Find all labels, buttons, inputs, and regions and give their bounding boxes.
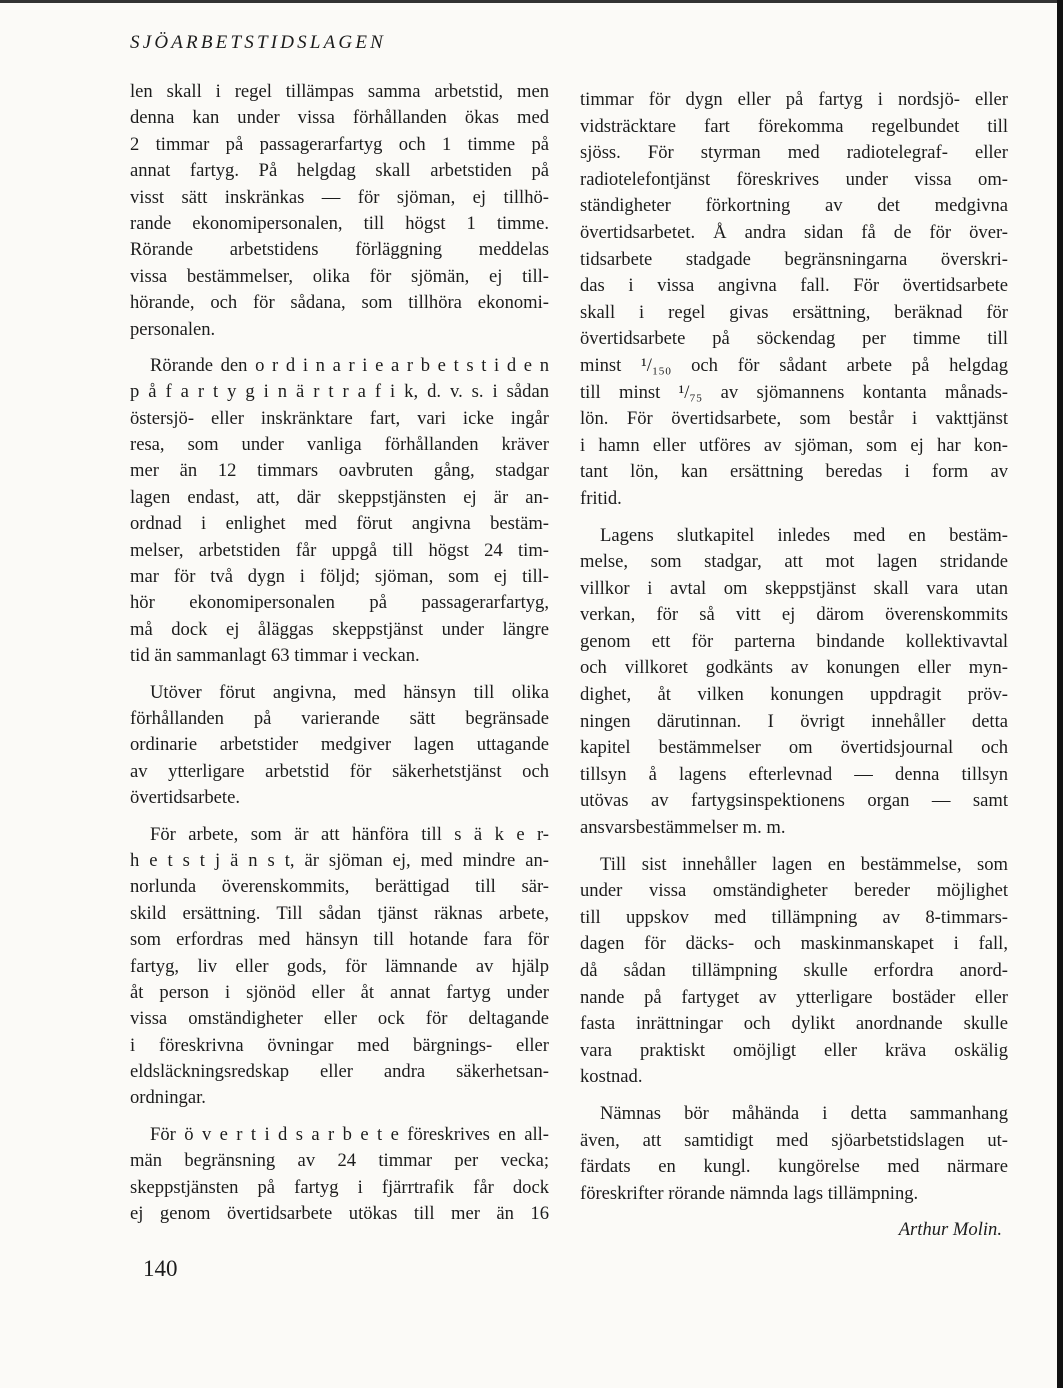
text-line: vara praktiskt omöjligt eller kräva oskälig xyxy=(580,1039,1008,1061)
text-line: Utöver förut angivna, med hänsyn till olika xyxy=(150,681,549,703)
text-line: utövas av fartygsinspektionens organ — samt xyxy=(580,790,1008,812)
text-line: även, att samtidigt med sjöarbetstidslagen ut- xyxy=(580,1129,1008,1151)
text-line: visst sätt inskränkas — för sjöman, ej tillhö- xyxy=(130,186,549,208)
scan-edge-right xyxy=(1057,0,1063,1388)
text-line: ningen därutinnan. I övrigt innehåller detta xyxy=(580,710,1008,732)
text-line: melser, arbetstiden får uppgå till högst 24 tim- xyxy=(130,539,549,561)
text-line: verkan, för så vitt ej därom överenskommits xyxy=(580,604,1008,626)
text-line: minst ¹/₁₅₀ och för sådant arbete på helgdag xyxy=(580,354,1008,376)
text-line: villkor i avtal om skeppstjänst skall vara utan xyxy=(580,577,1008,599)
text-line: rande ekonomipersonalen, till högst 1 timme. xyxy=(130,212,549,234)
text-line: till uppskov med tillämpning av 8-timmars- xyxy=(580,906,1008,928)
text-line: annat fartyg. På helgdag skall arbetstiden på xyxy=(130,160,549,182)
text-line: eldsläckningsredskap eller andra säkerhetsan- xyxy=(130,1061,549,1083)
text-line: ständigheter förkortning av det medgivna xyxy=(580,195,1008,217)
text-line: h e t s t j ä n s t, är sjöman ej, med mindre an- xyxy=(130,849,549,871)
text-line: vissa omständigheter eller ock för deltagande xyxy=(130,1008,549,1030)
text-line: För arbete, som är att hänföra till s ä k e r- xyxy=(150,823,549,845)
text-line: das i vissa angivna fall. För övertidsarbete xyxy=(580,275,1008,297)
text-line: genom ett för parterna bindande kollektivavtal xyxy=(580,630,1008,652)
text-line: övertidsarbete på söckendag per timme till xyxy=(580,328,1008,350)
text-line: ansvarsbestämmelser m. m. xyxy=(580,817,786,839)
text-line: Nämnas bör måhända i detta sammanhang xyxy=(600,1102,1008,1124)
text-line: av ytterligare arbetstid för säkerhetstjänst och xyxy=(130,760,549,782)
text-line: p å f a r t y g i n ä r t r a f i k, d. v. s. i sådan xyxy=(130,381,549,403)
text-line: föreskrifter rörande nämnda lags tillämpning. xyxy=(580,1182,919,1204)
text-line: övertidsarbetet. Å andra sidan få de för över- xyxy=(580,221,1008,243)
text-line: Rörande den o r d i n a r i e a r b e t s t i d e n xyxy=(150,354,549,376)
text-line: melse, som stadgar, att mot lagen stridande xyxy=(580,551,1008,573)
text-line: förhållanden på varierande sätt begränsade xyxy=(130,707,549,729)
paragraph xyxy=(580,523,1008,842)
paragraph xyxy=(130,822,549,1112)
text-line: i hamn eller utföres av sjöman, som ej har kon- xyxy=(580,434,1008,456)
text-line: som erfordras med hänsyn till hotande fara för xyxy=(130,929,549,951)
text-line: män begränsning av 24 timmar per vecka; xyxy=(130,1150,549,1172)
running-head: SJÖARBETSTIDSLAGEN xyxy=(130,32,387,53)
text-line: 2 timmar på passagerarfartyg och 1 timme på xyxy=(130,133,549,155)
text-line: lön. För övertidsarbete, som består i vakttjänst xyxy=(580,408,1008,430)
text-line: kostnad. xyxy=(580,1066,643,1088)
text-line: ej genom övertidsarbete utökas till mer än 16 xyxy=(130,1203,549,1225)
text-line: Lagens slutkapitel inledes med en bestäm- xyxy=(600,524,1008,546)
text-line: tidsarbete stadgade begränsningarna överskri- xyxy=(580,248,1008,270)
paragraph xyxy=(130,353,549,670)
text-line: tillsyn å lagens efterlevnad — denna tillsyn xyxy=(580,763,1008,785)
text-line: tant lön, kan ersättning beredas i form av xyxy=(580,461,1008,483)
text-line: hör ekonomipersonalen på passagerarfartyg, xyxy=(130,592,549,614)
text-line: personalen. xyxy=(130,318,216,340)
text-line: Till sist innehåller lagen en bestämmelse, som xyxy=(600,853,1008,875)
text-line: fritid. xyxy=(580,487,622,509)
text-line: resa, som under vanliga förhållanden kräver xyxy=(130,434,549,456)
paragraph xyxy=(130,1122,549,1228)
text-line: övertidsarbete. xyxy=(130,787,240,809)
text-line: denna kan under vissa förhållanden ökas med xyxy=(130,107,549,129)
text-line: hörande, och för sådana, som tillhöra ekonomi- xyxy=(130,292,549,314)
text-line: mar för två dygn i följd; sjöman, som ej till- xyxy=(130,566,549,588)
left-column xyxy=(130,79,549,1237)
text-line: sjöss. För styrman med radiotelegraf- eller xyxy=(580,142,1008,164)
text-line: under vissa omständigheter bereder möjlighet xyxy=(580,880,1008,902)
text-line: ordnad i enlighet med förut angivna bestäm- xyxy=(130,513,549,535)
text-line: och villkoret godkänts av konungen eller myn- xyxy=(580,657,1008,679)
text-line: färdats en kungl. kungörelse med närmare xyxy=(580,1156,1008,1178)
text-line: fasta inrättningar och dylikt anordnande skulle xyxy=(580,1013,1008,1035)
text-line: tid än sammanlagt 63 timmar i veckan. xyxy=(130,645,420,667)
text-line: till minst ¹/₇₅ av sjömannens kontanta månads- xyxy=(580,381,1008,403)
paragraph xyxy=(580,87,1008,513)
text-line: dighet, åt vilken konungen uppdragit pröv- xyxy=(580,684,1008,706)
text-line: skall i regel givas ersättning, beräknad för xyxy=(580,301,1008,323)
right-column-paragraphs xyxy=(580,87,1008,1207)
text-line: norlunda överenskommits, berättigad till sär- xyxy=(130,876,549,898)
text-line: då sådan tillämpning skulle erfordra anord- xyxy=(580,960,1008,981)
text-line: radiotelefontjänst föreskrives under vissa om- xyxy=(580,168,1008,190)
page-number: 140 xyxy=(143,1256,178,1281)
text-line: skild ersättning. Till sådan tjänst räknas arbete, xyxy=(130,902,549,924)
text-line: lagen endast, att, där skeppstjänsten ej är an- xyxy=(130,486,549,508)
text-line: kapitel bestämmelser om övertidsjournal och xyxy=(580,737,1008,759)
paragraph xyxy=(130,680,549,812)
text-line: ordningar. xyxy=(130,1087,206,1109)
paragraph xyxy=(130,79,549,343)
text-line: må dock ej åläggas skeppstjänst under längre xyxy=(130,618,549,640)
text-line: dagen för däcks- och maskinmanskapet i fall, xyxy=(580,933,1008,955)
paragraph xyxy=(580,852,1008,1091)
text-line: östersjö- eller inskränktare fart, vari icke ingår xyxy=(130,407,549,429)
text-line: mer än 12 timmars oavbruten gång, stadgar xyxy=(130,460,549,482)
text-line: nande på fartyget av ytterligare bostäder eller xyxy=(580,986,1008,1008)
author-signature: Arthur Molin. xyxy=(898,1219,1002,1241)
paragraph xyxy=(580,1101,1008,1207)
right-column xyxy=(580,87,1008,1243)
text-line: vissa bestämmelser, olika för sjömän, ej till- xyxy=(130,265,549,287)
text-line: ordinarie arbetstider medgiver lagen uttagande xyxy=(130,734,549,756)
scan-edge-top xyxy=(0,0,1063,3)
text-line: len skall i regel tillämpas samma arbetstid, men xyxy=(130,81,549,102)
text-line: Rörande arbetstidens förläggning meddelas xyxy=(130,239,549,261)
text-line: För ö v e r t i d s a r b e t e föreskrives en all- xyxy=(150,1123,549,1145)
text-line: i föreskrivna övningar med bärgnings- eller xyxy=(130,1034,549,1056)
text-line: timmar för dygn eller på fartyg i nordsjö- eller xyxy=(580,89,1008,110)
text-line: vidsträcktare fart förekomma regelbundet till xyxy=(580,115,1008,137)
text-line: fartyg, liv eller gods, för lämnande av hjälp xyxy=(130,955,549,977)
text-line: skeppstjänsten på fartyg i fjärrtrafik får dock xyxy=(130,1176,549,1198)
text-line: åt person i sjönöd eller åt annat fartyg under xyxy=(130,981,549,1003)
